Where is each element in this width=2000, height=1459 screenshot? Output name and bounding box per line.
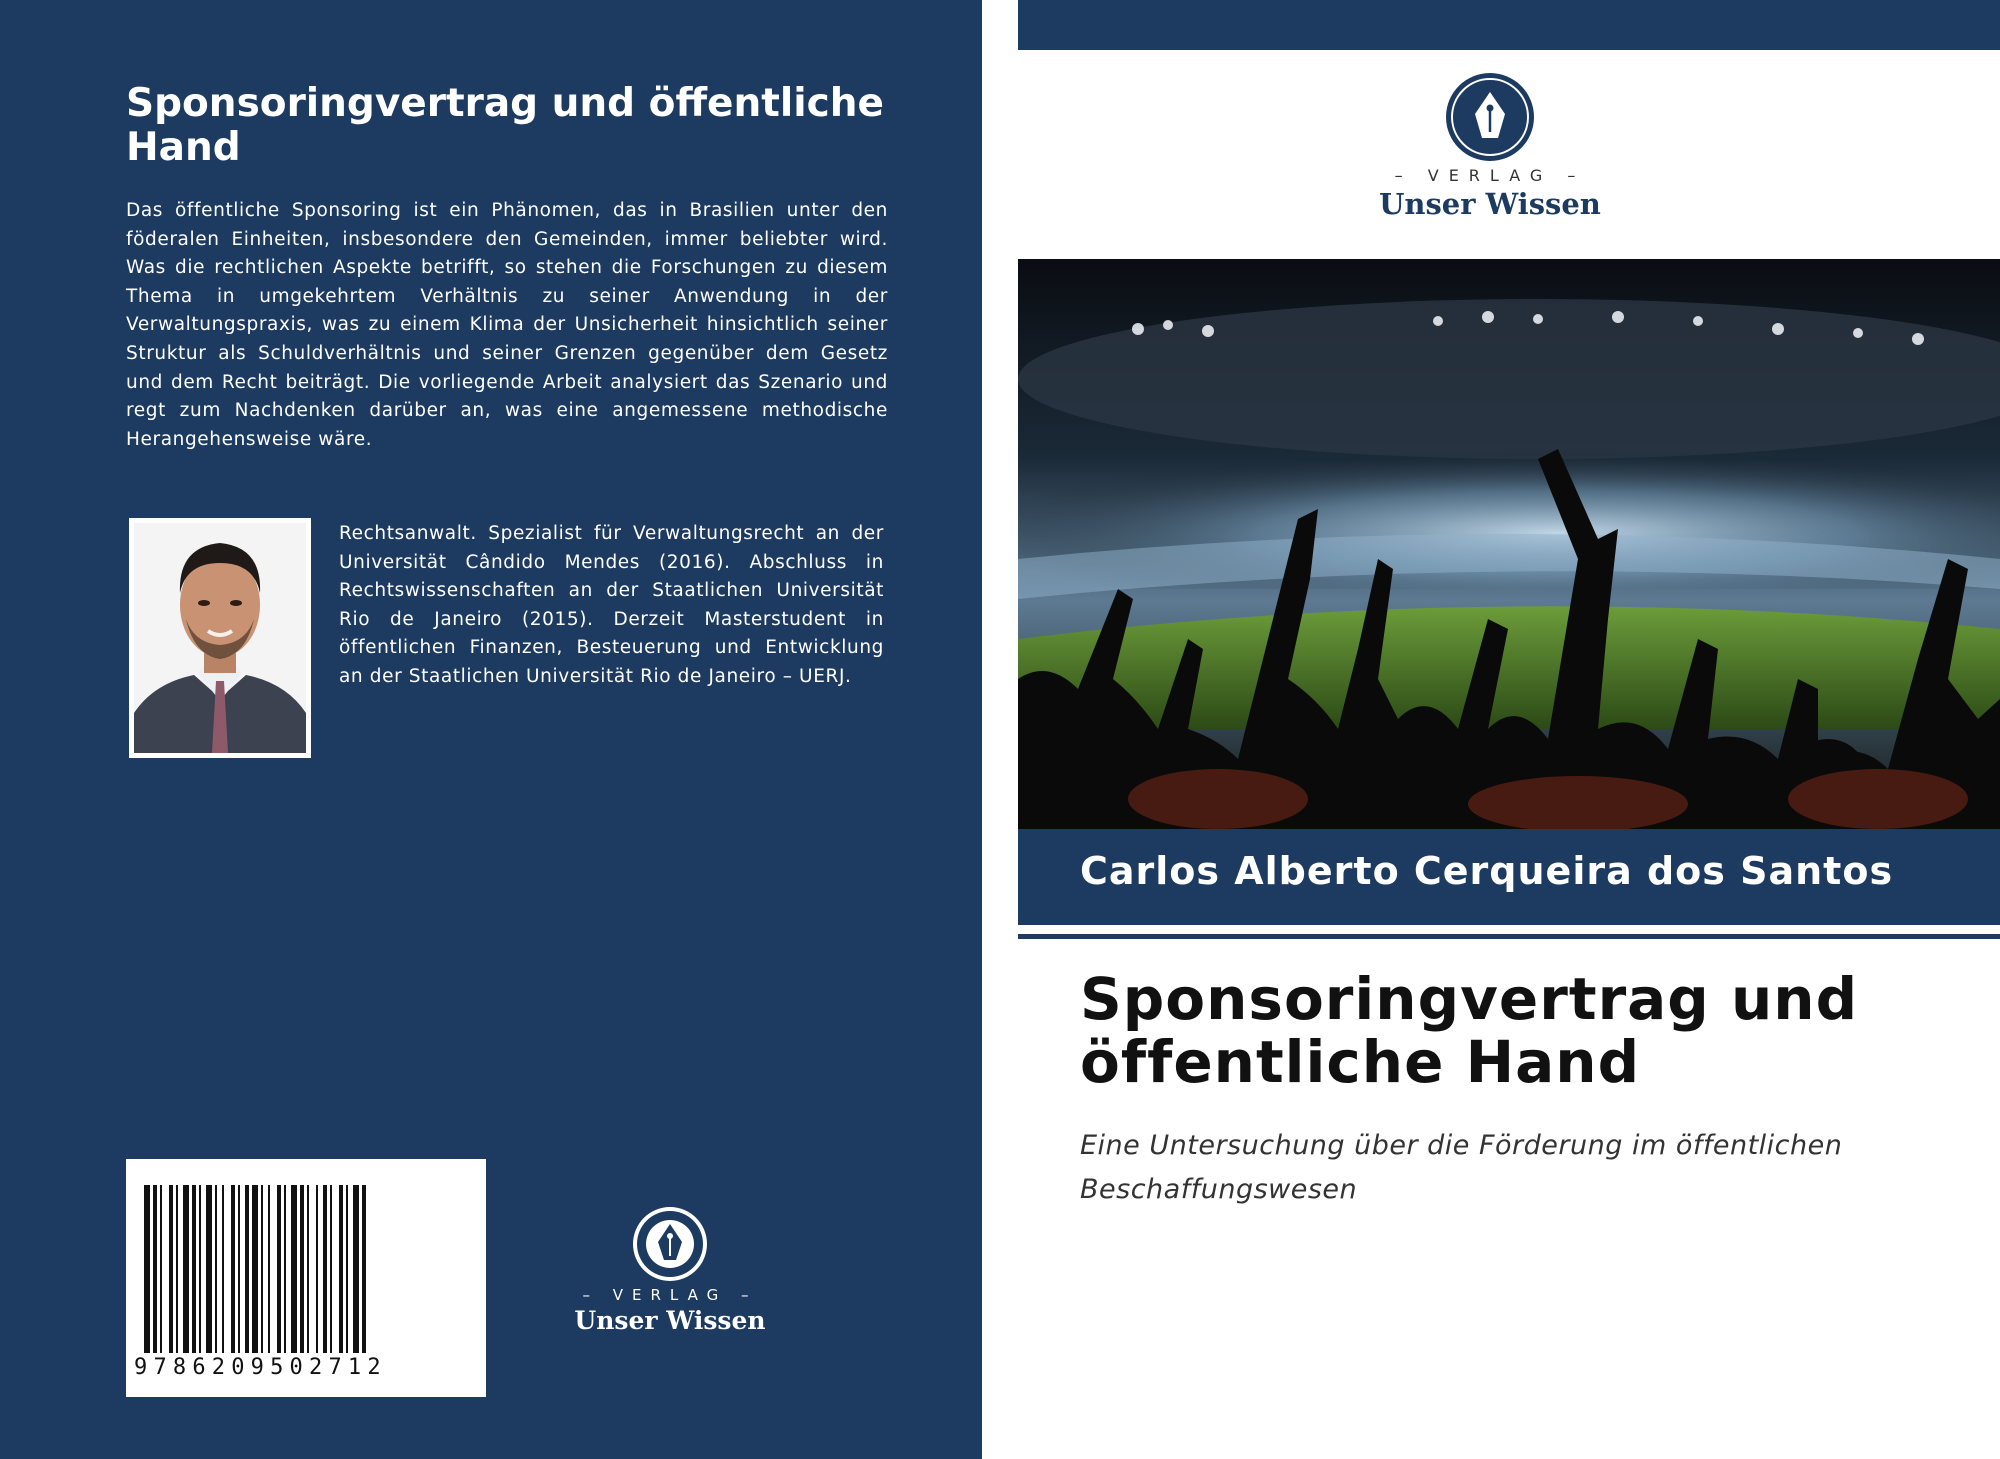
barcode-bar	[176, 1185, 178, 1353]
barcode-bar	[183, 1185, 189, 1353]
stadium-crowd-photo	[1018, 259, 2000, 829]
barcode-bar	[199, 1185, 201, 1353]
barcode-bar	[353, 1185, 359, 1353]
barcode-bar	[192, 1185, 196, 1353]
logo-verlag-label: – VERLAG –	[1394, 166, 1586, 185]
barcode-bar	[323, 1185, 327, 1353]
barcode-bar	[277, 1185, 281, 1353]
barcode-bar	[316, 1185, 318, 1353]
fountain-pen-nib-icon	[1445, 72, 1535, 162]
barcode-bar	[346, 1185, 348, 1353]
divider-rule	[1018, 934, 2000, 939]
front-top-bar	[1018, 0, 2000, 50]
barcode-bar	[252, 1185, 258, 1353]
author-portrait-icon	[134, 523, 306, 753]
front-cover-subtitle: Eine Untersuchung über die Förderung im öffentlichen Beschaffungswesen	[1080, 1130, 1843, 1205]
barcode-bar	[222, 1185, 224, 1353]
barcode-bar	[245, 1185, 249, 1353]
author-bio: Rechtsanwalt. Spezialist für Verwaltungsrecht an der Universität Cândido Mendes (2016). Abschluss in Rechtswissenschaften an der Staatlichen Universität Rio de Janeiro (2015). Derzeit Masterstudent in öffentlichen Finanzen, Besteuerung und Entwicklung an der Staatlichen Universität Rio de Janeiro – UERJ.	[339, 523, 884, 687]
barcode-bar	[339, 1185, 343, 1353]
barcode-bar	[284, 1185, 286, 1353]
publisher-logo-front	[1370, 72, 1610, 221]
barcode-bar	[160, 1185, 162, 1353]
barcode-number: 9786209502712	[134, 1355, 387, 1380]
isbn-barcode	[126, 1159, 486, 1397]
author-photo	[129, 518, 311, 758]
logo-publisher-name: Unser Wissen	[1379, 187, 1601, 221]
logo-publisher-name: Unser Wissen	[574, 1306, 766, 1335]
barcode-bar	[307, 1185, 309, 1353]
back-cover	[0, 0, 982, 1459]
back-cover-blurb: Das öffentliche Sponsoring ist ein Phänomen, das in Brasilien unter den föderalen Einheiten, insbesondere den Gemeinden, immer beliebter wird. Was die rechtlichen Aspekte betrifft, so stehen die Forschungen zu diesem Thema in umgekehrtem Verhältnis zu seiner Anwendung in der Verwaltungspraxis, was zu einem Klima der Unsicherheit hinsichtlich seiner Struktur als Schuldverhältnis und seiner Grenzen gegenüber dem Gesetz und dem Recht beiträgt. Die vorliegende Arbeit analysiert das Szenario und regt zum Nachdenken darüber an, was eine angemessene methodische Herangehensweise wäre.	[126, 200, 888, 450]
back-cover-title: Sponsoringvertrag und öffentliche Hand	[126, 81, 884, 170]
fountain-pen-nib-icon	[632, 1206, 708, 1282]
barcode-bar	[153, 1185, 157, 1353]
front-author-name: Carlos Alberto Cerqueira dos Santos	[1080, 849, 1894, 893]
barcode-bar	[238, 1185, 240, 1353]
barcode-bar	[215, 1185, 217, 1353]
logo-verlag-label: – VERLAG –	[582, 1286, 758, 1304]
barcode-bar	[169, 1185, 173, 1353]
barcode-bar	[268, 1185, 270, 1353]
front-cover	[1018, 0, 2000, 1459]
barcode-bar	[330, 1185, 332, 1353]
author-band	[1018, 829, 2000, 925]
barcode-bar	[206, 1185, 212, 1353]
barcode-bar	[300, 1185, 304, 1353]
publisher-logo-back	[570, 1206, 770, 1335]
barcode-bar	[231, 1185, 235, 1353]
front-cover-title: Sponsoringvertrag und öffentliche Hand	[1080, 965, 1859, 1096]
spine-gap	[982, 0, 1018, 1459]
barcode-bar	[261, 1185, 263, 1353]
barcode-icon	[136, 1185, 476, 1353]
barcode-bar	[144, 1185, 150, 1353]
barcode-bar	[291, 1185, 297, 1353]
barcode-bar	[362, 1185, 366, 1353]
